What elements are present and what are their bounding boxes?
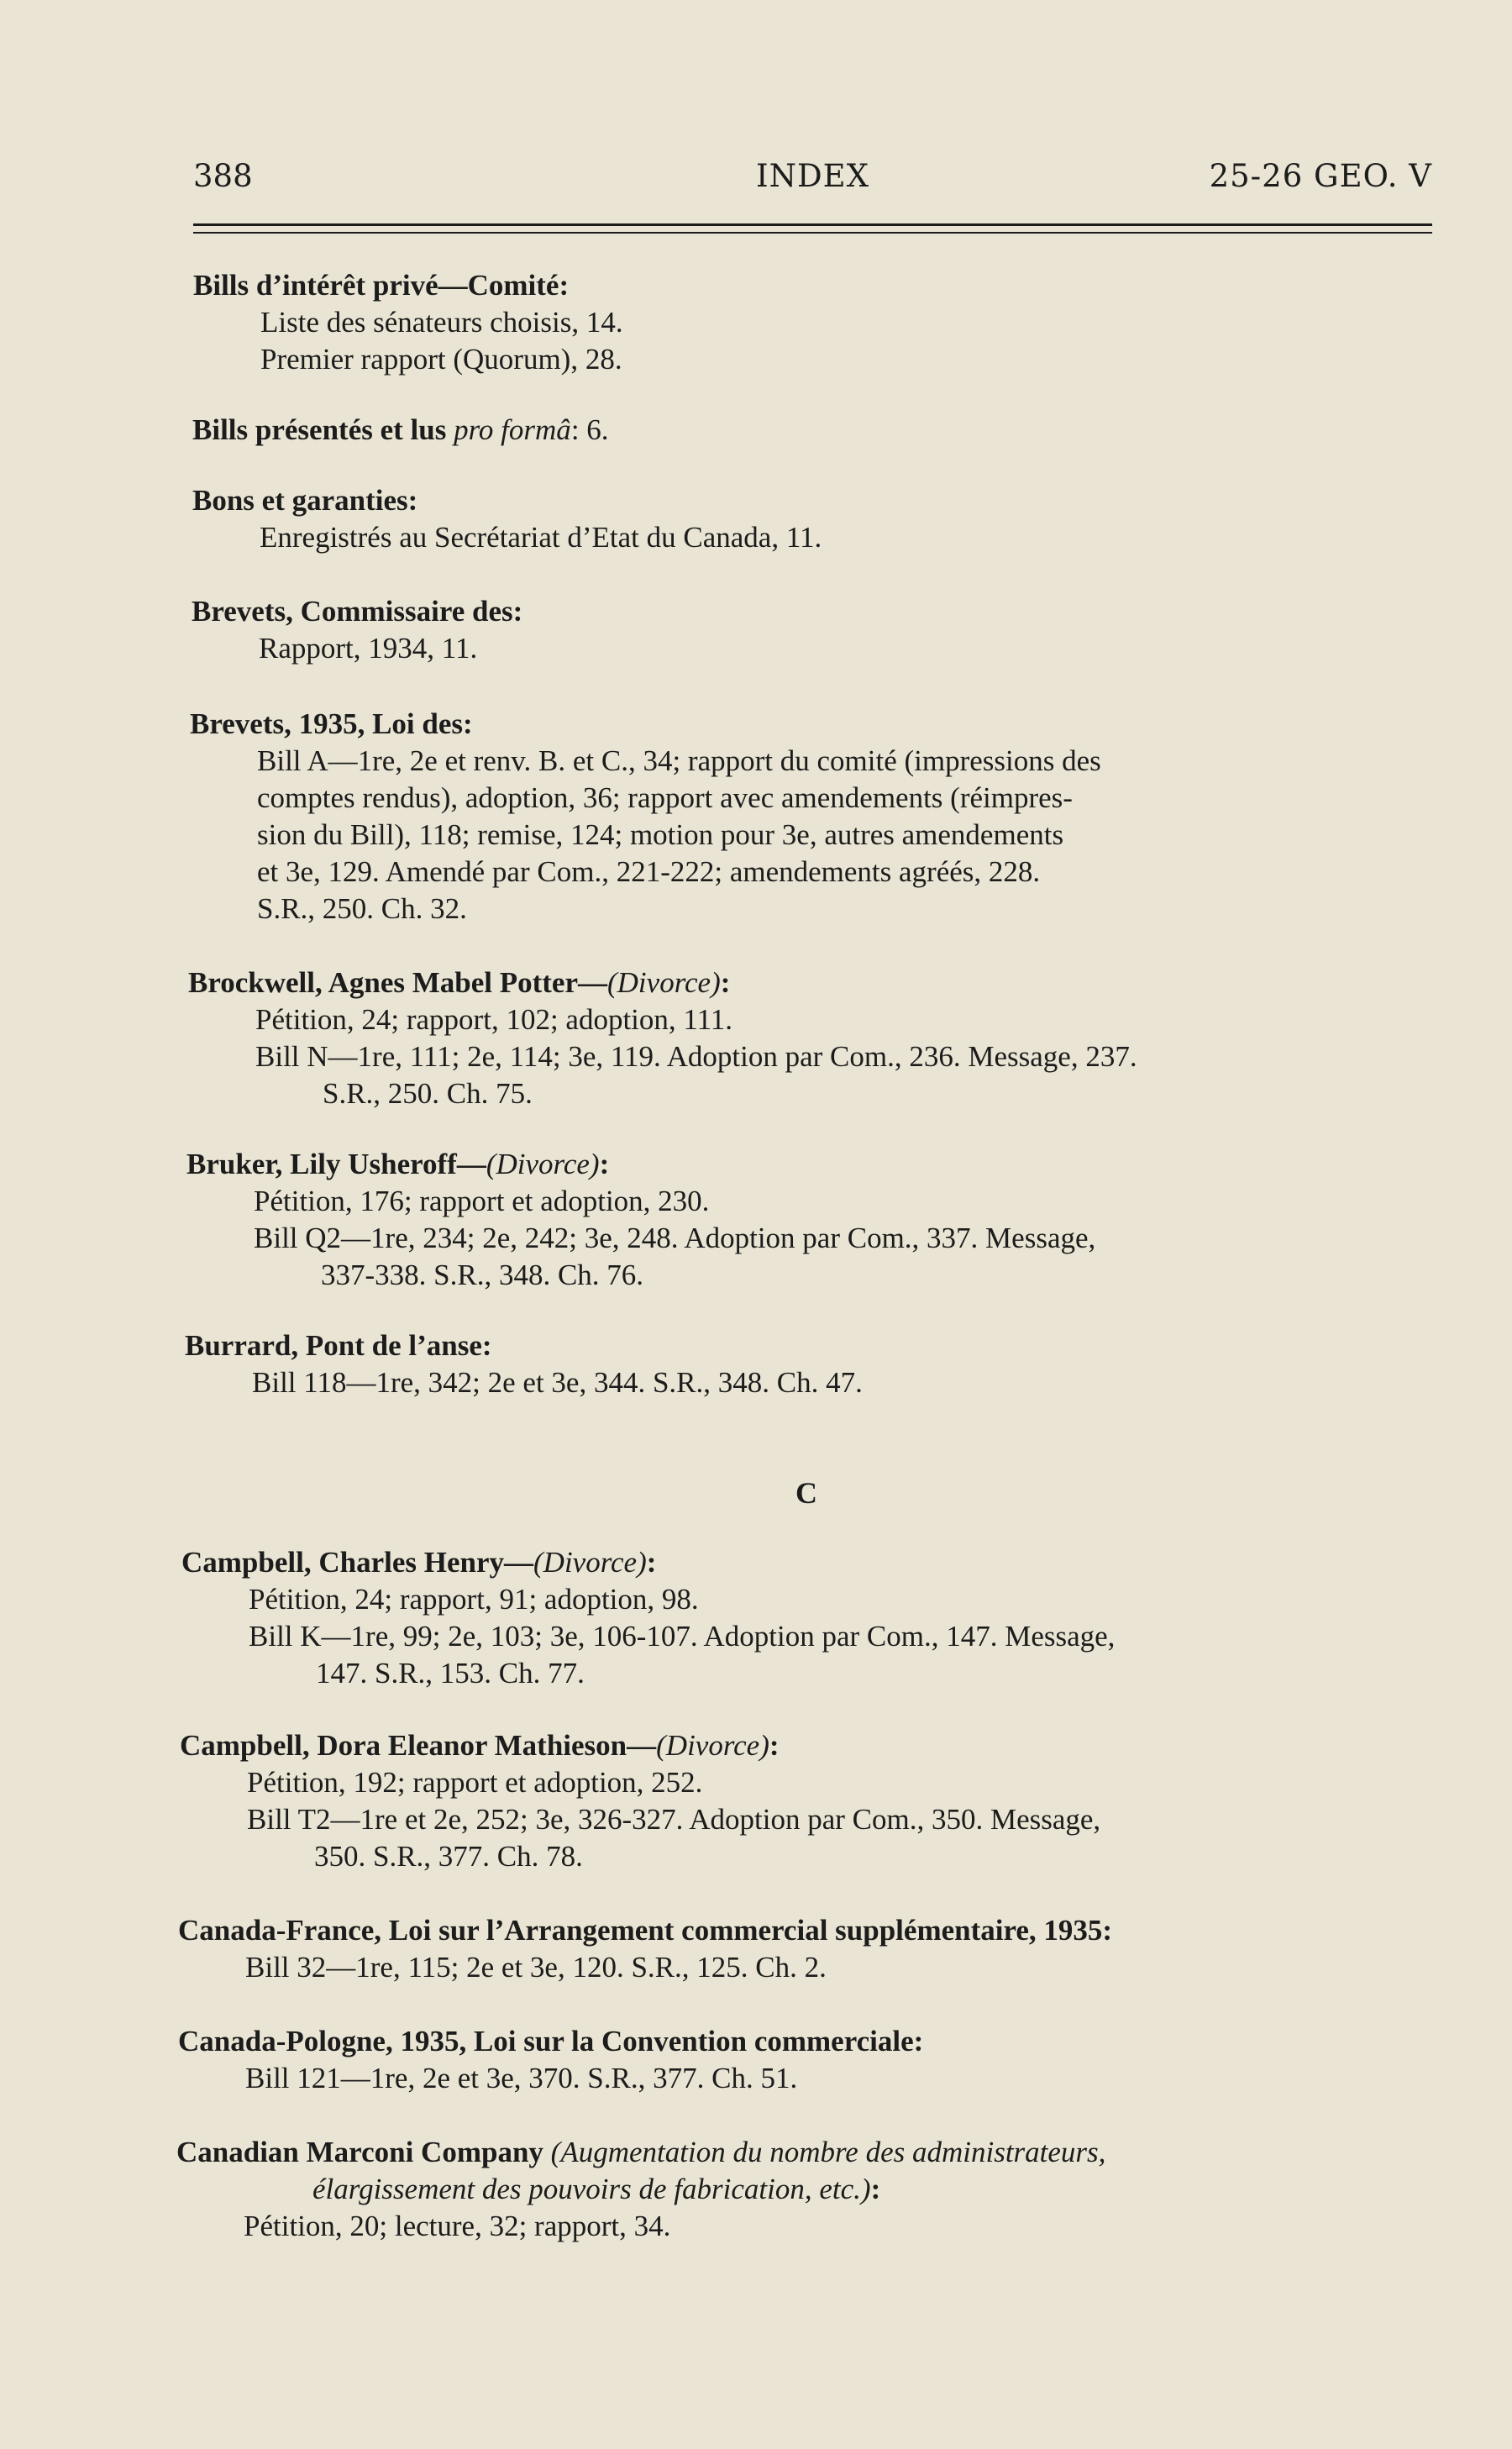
entry-line: Pétition, 24; rapport, 91; adoption, 98.	[249, 1583, 699, 1616]
index-entry	[185, 1327, 1462, 1401]
entry-line: S.R., 250. Ch. 32.	[257, 892, 467, 925]
entry-line: comptes rendus), adoption, 36; rapport avec amendements (réimpres-	[257, 781, 1073, 814]
entry-heading: Burrard, Pont de l’anse:	[185, 1329, 492, 1362]
entry-heading	[188, 964, 1465, 1001]
entry-heading	[192, 412, 1469, 449]
entry-line: Pétition, 192; rapport et adoption, 252.	[247, 1766, 703, 1799]
entry-heading	[181, 1544, 1458, 1581]
entry-heading	[180, 1727, 1457, 1764]
entry-line: Bill T2—1re et 2e, 252; 3e, 326-327. Adoption par Com., 350. Message,	[247, 1803, 1101, 1836]
entry-line: Premier rapport (Quorum), 28.	[260, 343, 622, 376]
entry-heading-continued	[176, 2171, 1453, 2208]
entry-heading-text: Canadian Marconi Company	[176, 2136, 543, 2168]
entry-line: Pétition, 176; rapport et adoption, 230.	[254, 1185, 710, 1217]
entry-heading-text: Campbell, Charles Henry—	[181, 1546, 534, 1579]
entry-heading-italic: pro formâ	[454, 413, 571, 446]
entry-heading-italic: (Augmentation du nombre des administrateurs,	[550, 2136, 1106, 2168]
entry-heading-italic: (Divorce)	[533, 1546, 647, 1579]
entry-heading-text: Campbell, Dora Eleanor Mathieson—	[180, 1729, 657, 1762]
entry-line: Bill Q2—1re, 234; 2e, 242; 3e, 248. Adoption par Com., 337. Message,	[254, 1222, 1096, 1254]
entry-line: S.R., 250. Ch. 75.	[323, 1077, 533, 1110]
reign-label: 25-26 GEO. V	[1209, 158, 1432, 194]
entry-heading-tail: : 6.	[570, 413, 609, 446]
entry-line: Liste des sénateurs choisis, 14.	[260, 306, 623, 339]
header-rule-bottom	[193, 232, 1432, 234]
entry-heading-tail: :	[720, 966, 731, 999]
entry-heading-italic: (Divorce)	[607, 966, 721, 999]
index-entry	[193, 267, 1470, 378]
entry-line: 350. S.R., 377. Ch. 78.	[314, 1840, 583, 1873]
entry-heading-italic: (Divorce)	[486, 1148, 600, 1180]
entry-line: Enregistrés au Secrétariat d’Etat du Canada, 11.	[260, 521, 822, 554]
index-entry	[178, 2023, 1455, 2097]
index-entry	[181, 1544, 1458, 1692]
entry-line: Pétition, 24; rapport, 102; adoption, 111.	[255, 1003, 733, 1036]
entry-line: sion du Bill), 118; remise, 124; motion pour 3e, autres amendements	[257, 818, 1064, 851]
section-letter: C	[795, 1476, 817, 1510]
entry-heading: Canada-France, Loi sur l’Arrangement commercial supplémentaire, 1935:	[178, 1914, 1113, 1947]
entry-heading-text: Brockwell, Agnes Mabel Potter—	[188, 966, 607, 999]
entry-line: et 3e, 129. Amendé par Com., 221-222; amendements agréés, 228.	[257, 855, 1041, 888]
page-number: 388	[193, 158, 253, 194]
entry-line: Bill K—1re, 99; 2e, 103; 3e, 106-107. Adoption par Com., 147. Message,	[249, 1620, 1116, 1653]
entry-heading-tail: :	[769, 1729, 780, 1762]
entry-heading-tail: :	[599, 1148, 610, 1180]
index-entry	[178, 1912, 1455, 1986]
entry-heading	[186, 1146, 1463, 1183]
entry-line: 147. S.R., 153. Ch. 77.	[316, 1657, 585, 1690]
entry-heading-tail: :	[646, 1546, 657, 1579]
index-entry	[188, 964, 1465, 1112]
entry-line: Bill 32—1re, 115; 2e et 3e, 120. S.R., 125. Ch. 2.	[245, 1951, 827, 1984]
entry-line: Bill N—1re, 111; 2e, 114; 3e, 119. Adoption par Com., 236. Message, 237.	[255, 1040, 1137, 1073]
entry-line: Bill 118—1re, 342; 2e et 3e, 344. S.R., 348. Ch. 47.	[252, 1366, 863, 1399]
index-entry	[190, 706, 1467, 928]
entry-heading-text: Bills présentés et lus	[192, 413, 447, 446]
entry-heading-italic: élargissement des pouvoirs de fabrication, etc.)	[312, 2173, 871, 2205]
header-rule-top	[193, 223, 1432, 226]
entry-heading: Brevets, Commissaire des:	[192, 595, 523, 628]
entry-heading: Brevets, 1935, Loi des:	[190, 707, 473, 740]
entry-line: Pétition, 20; lecture, 32; rapport, 34.	[244, 2210, 671, 2242]
index-entry	[192, 412, 1469, 449]
entry-line: Rapport, 1934, 11.	[259, 632, 478, 665]
entry-heading	[176, 2134, 1453, 2171]
entry-heading: Bons et garanties:	[192, 484, 418, 517]
index-entry	[186, 1146, 1463, 1294]
page-title: INDEX	[755, 158, 869, 194]
entry-line: Bill A—1re, 2e et renv. B. et C., 34; rapport du comité (impressions des	[257, 744, 1101, 777]
entry-heading-tail: :	[870, 2173, 881, 2205]
entry-heading-text: Bruker, Lily Usheroff—	[186, 1148, 486, 1180]
index-entry	[192, 593, 1468, 667]
entry-line: 337-338. S.R., 348. Ch. 76.	[321, 1259, 644, 1291]
index-entry	[180, 1727, 1457, 1875]
entry-line: Bill 121—1re, 2e et 3e, 370. S.R., 377. Ch. 51.	[245, 2062, 798, 2094]
entry-heading-italic: (Divorce)	[656, 1729, 769, 1762]
index-entry	[176, 2134, 1453, 2245]
entry-heading: Canada-Pologne, 1935, Loi sur la Convention commerciale:	[178, 2025, 924, 2057]
entry-heading: Bills d’intérêt privé—Comité:	[193, 269, 570, 302]
page-header	[193, 158, 1432, 202]
index-entry	[192, 482, 1469, 556]
